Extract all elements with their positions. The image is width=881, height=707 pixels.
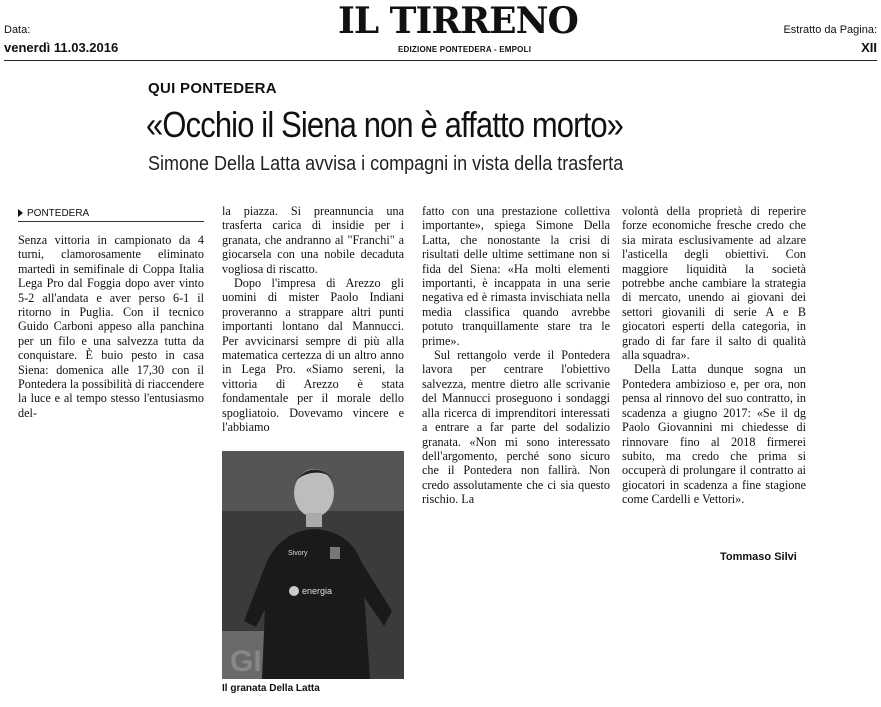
paragraph: Della Latta dunque sogna un Pontedera ambizioso e, per ora, non pensa al rinnovo del suo contratto, in scadenza a giugno 2017: «Se il dg Paolo Giovannini mi chiedesse di rinnovare fino al 2018 firmerei subito, ma credo che prima si occuperà di prolungare il contratto ai giocatori in scadenza a fine stagione come Cardelli e Vettori». bbox=[622, 362, 806, 507]
paragraph: la piazza. Si preannuncia una trasferta carica di insidie per i granata, che andranno al "Franchi" a giocarsela con una nobile decaduta vogliosa di riscatto. bbox=[222, 204, 404, 276]
article-subheadline: Simone Della Latta avvisa i compagni in vista della trasferta bbox=[148, 153, 624, 175]
article-column-2 bbox=[222, 204, 404, 435]
edition-line: EDIZIONE PONTEDERA - EMPOLI bbox=[398, 45, 532, 54]
photo-caption: Il granata Della Latta bbox=[222, 683, 320, 694]
triangle-icon bbox=[18, 209, 23, 217]
svg-text:GI: GI bbox=[230, 645, 262, 678]
article-kicker: QUI PONTEDERA bbox=[148, 80, 277, 97]
header-rule bbox=[4, 60, 877, 61]
player-photo-illustration bbox=[222, 451, 404, 679]
author-signature: Tommaso Silvi bbox=[720, 551, 797, 563]
masthead: IL TIRRENO bbox=[338, 0, 578, 42]
date-label: Data: bbox=[4, 24, 31, 36]
paragraph: fatto con una prestazione collettiva importante», spiega Simone Della Latta, che nonostante la crisi di risultati delle ultime settimane non si fida del Siena: «Ha molti elementi importanti, è incappata in una serie negativa ed è rimasta invischiata nella media classifica quando avrebbe potuto tranquillamente stare tra le prime». bbox=[422, 204, 610, 348]
paragraph: volontà della proprietà di reperire forze economiche fresche credo che sia mirata esclusivamente ad alzare l'asticella degli obiettivi. Con maggiore liquidità la società potrebbe anche cambiare la strategia di mercato, unendo ai giovani dei settori giovanili di serie A e B giocatori esperti della categoria, in grado di far fare il salto di qualità alla squadra». bbox=[622, 204, 806, 363]
section-tag-label: PONTEDERA bbox=[27, 208, 90, 219]
jersey-text: energia bbox=[302, 586, 333, 596]
article-column-3 bbox=[422, 204, 610, 507]
article-column-4 bbox=[622, 204, 806, 507]
jersey-sponsor: Sivory bbox=[288, 550, 308, 557]
player-photo bbox=[222, 451, 404, 679]
article-column-1 bbox=[18, 233, 204, 420]
page-label: Estratto da Pagina: bbox=[783, 24, 877, 36]
paragraph: Sul rettangolo verde il Pontedera lavora per centrare l'obiettivo salvezza, mentre dietro alle scrivanie del Mannucci proseguono i sondaggi alla ricerca di imprenditori interessati a entrare a far parte del sodalizio granata. «Non mi sono interessato dell'argomento, perché sono sicuro che il Pontedera non fallirà. Non credo assolutamente che ci sia questo rischio. La bbox=[422, 348, 610, 507]
paragraph: Dopo l'impresa di Arezzo gli uomini di mister Paolo Indiani proveranno a strappare altri punti importanti lontano dal Mannucci. Per avvicinarsi sempre di più alla matematica certezza di un altro anno in Lega Pro. «Siamo sereni, la vittoria di Arezzo è stata fondamentale per il morale dello spogliatoio. Dovevamo vincere e l'abbiamo bbox=[222, 276, 404, 435]
article-headline: «Occhio il Siena non è affatto morto» bbox=[146, 104, 624, 145]
section-tag bbox=[18, 208, 204, 222]
page-value: XII bbox=[861, 40, 877, 55]
date-value: venerdì 11.03.2016 bbox=[4, 40, 119, 55]
paragraph: Senza vittoria in campionato da 4 turni, clamorosamente eliminato martedì in semifinale di Coppa Italia Lega Pro dal Foggia dopo aver vinto 5-2 all'andata e aver perso 6-1 il ritorno in Puglia. Con il tecnico Guido Carboni appeso alla panchina per un filo e una salvezza tutta da conquistare. È buio pesto in casa Siena: domenica alle 17,30 con il Pontedera la possibilità di riaccendere la luce e al tempo stesso l'entusiasmo del- bbox=[18, 233, 204, 420]
